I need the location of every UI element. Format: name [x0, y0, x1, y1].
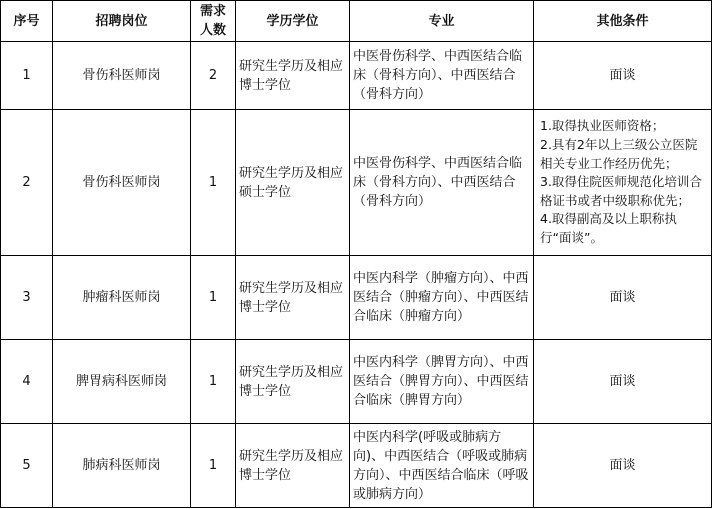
header-num-line2: 人数	[199, 23, 226, 38]
header-num	[191, 1, 236, 42]
condition-item: 1.取得执业医师资格；	[540, 118, 665, 134]
cell-major: 中医内科学（脾胃方向）、中西医结合（脾胃方向）、中西医结合临床（脾胃方向）	[350, 340, 534, 424]
cell-post: 骨伤科医师岗	[53, 110, 191, 256]
cell-degree: 研究生学历及相应博士学位	[236, 256, 350, 340]
cell-seq: 5	[1, 424, 53, 508]
cell-post: 肿瘤科医师岗	[53, 256, 191, 340]
cell-other: 面谈	[534, 340, 712, 424]
header-num-line1: 需求	[199, 4, 226, 19]
cell-post: 肺病科医师岗	[53, 424, 191, 508]
cell-major: 中医骨伤科学、中西医结合临床（骨科方向）、中西医结合（骨科方向）	[350, 110, 534, 256]
cell-degree: 研究生学历及相应博士学位	[236, 424, 350, 508]
cell-major: 中医内科学（肿瘤方向）、中西医结合（肿瘤方向）、中西医结合临床（肿瘤方向）	[350, 256, 534, 340]
cell-other: 面谈	[534, 424, 712, 508]
table-row	[1, 110, 712, 256]
cell-seq: 2	[1, 110, 53, 256]
cell-seq: 1	[1, 42, 53, 110]
header-post: 招聘岗位	[53, 1, 191, 42]
cell-num: 2	[191, 42, 236, 110]
table-row	[1, 42, 712, 110]
cell-major: 中医内科学(呼吸或肺病方向)、中西医结合（呼吸或肺病方向）、中西医结合临床（呼吸或肺病方向）	[350, 424, 534, 508]
cell-seq: 4	[1, 340, 53, 424]
cell-other: 面谈	[534, 42, 712, 110]
cell-num: 1	[191, 424, 236, 508]
cell-degree: 研究生学历及相应博士学位	[236, 340, 350, 424]
table-row	[1, 340, 712, 424]
header-row	[1, 1, 712, 42]
cell-other: 面谈	[534, 256, 712, 340]
condition-item: 3.取得住院医师规范化培训合格证书或者中级职称优先；	[540, 174, 702, 208]
cell-post: 骨伤科医师岗	[53, 42, 191, 110]
header-seq: 序号	[1, 1, 53, 42]
cell-num: 1	[191, 256, 236, 340]
cell-seq: 3	[1, 256, 53, 340]
table-row	[1, 256, 712, 340]
table-row	[1, 424, 712, 508]
cell-num: 1	[191, 110, 236, 256]
cell-degree: 研究生学历及相应博士学位	[236, 42, 350, 110]
header-degree: 学历学位	[236, 1, 350, 42]
cell-major: 中医骨伤科学、中西医结合临床（骨科方向）、中西医结合（骨科方向）	[350, 42, 534, 110]
condition-item: 4.取得副高及以上职称执行“面谈”。	[540, 211, 677, 245]
header-other: 其他条件	[534, 1, 712, 42]
cell-other-conditions	[534, 110, 712, 256]
header-major: 专业	[350, 1, 534, 42]
cell-post: 脾胃病科医师岗	[53, 340, 191, 424]
condition-item: 2.具有2年以上三级公立医院相关专业工作经历优先；	[540, 137, 698, 171]
cell-num: 1	[191, 340, 236, 424]
cell-degree: 研究生学历及相应硕士学位	[236, 110, 350, 256]
